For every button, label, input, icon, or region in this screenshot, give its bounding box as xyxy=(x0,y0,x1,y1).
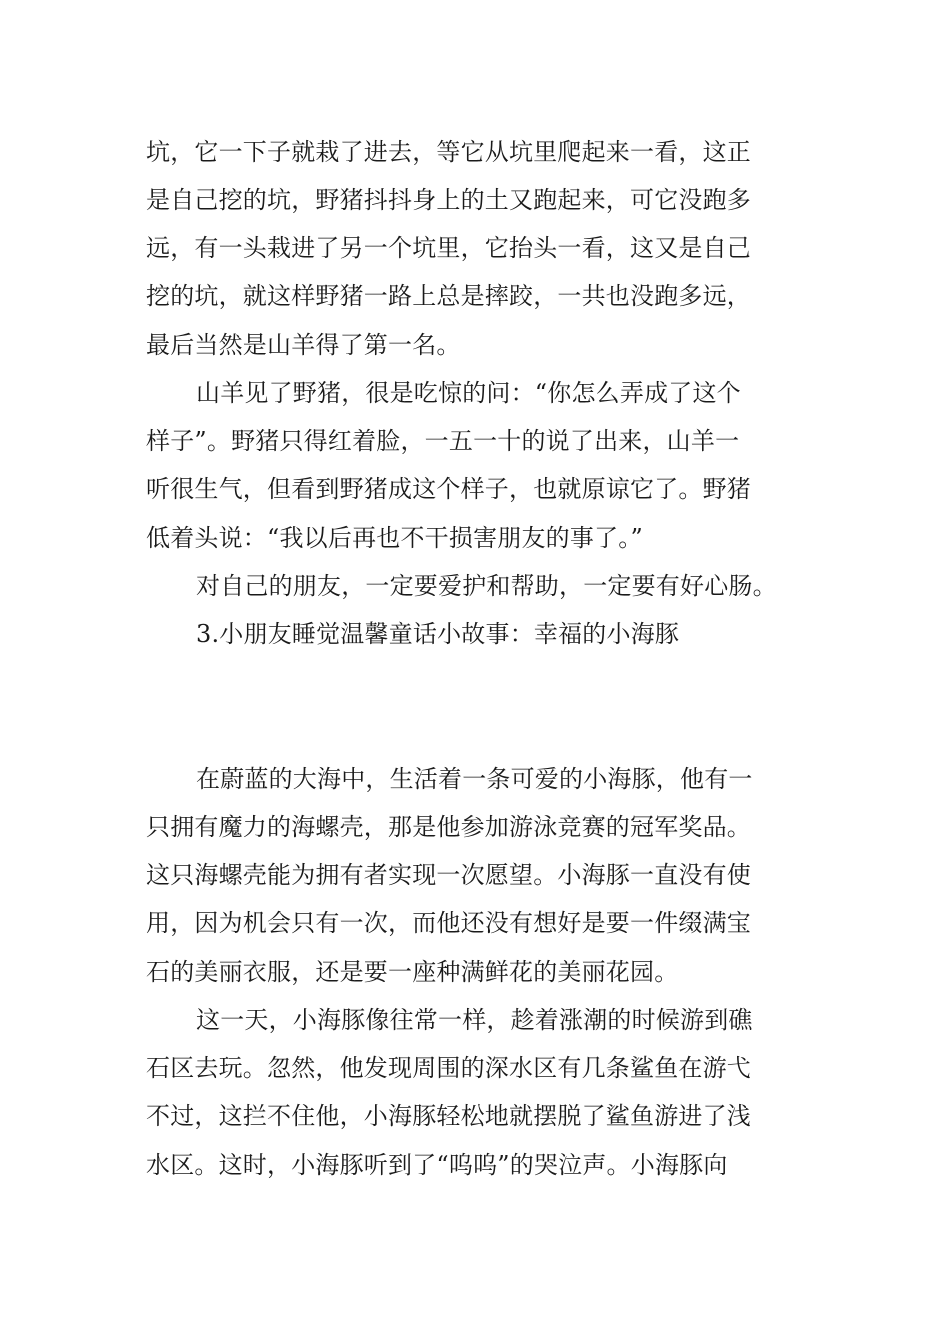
text-line: 水区。这时，小海豚听到了“呜呜”的哭泣声。小海豚向 xyxy=(146,1151,728,1179)
text-line: 石区去玩。忽然，他发现周围的深水区有几条鲨鱼在游弋 xyxy=(146,1054,751,1082)
text-line: 用，因为机会只有一次，而他还没有想好是要一件缀满宝 xyxy=(146,909,751,937)
paragraph-start-line: 这一天，小海豚像往常一样，趁着涨潮的时候游到礁 xyxy=(196,1006,753,1034)
text-line: 不过，这拦不住他，小海豚轻松地就摆脱了鲨鱼游进了浅 xyxy=(146,1102,751,1130)
text-line: 样子”。野猪只得红着脸，一五一十的说了出来，山羊一 xyxy=(146,427,740,455)
text-line: 是自己挖的坑，野猪抖抖身上的土又跑起来，可它没跑多 xyxy=(146,186,751,214)
paragraph-start-line: 在蔚蓝的大海中，生活着一条可爱的小海豚，他有一 xyxy=(196,765,753,793)
text-line: 最后当然是山羊得了第一名。 xyxy=(146,331,461,359)
section-heading: 3.小朋友睡觉温馨童话小故事：幸福的小海豚 xyxy=(196,620,680,648)
text-line: 石的美丽衣服，还是要一座种满鲜花的美丽花园。 xyxy=(146,958,679,986)
paragraph-start-line: 山羊见了野猪，很是吃惊的问：“你怎么弄成了这个 xyxy=(196,379,741,407)
text-line: 低着头说：“我以后再也不干损害朋友的事了。” xyxy=(146,524,643,552)
text-line: 挖的坑，就这样野猪一路上总是摔跤，一共也没跑多远， xyxy=(146,282,751,310)
paragraph-line: 对自己的朋友，一定要爱护和帮助，一定要有好心肠。 xyxy=(196,572,777,600)
text-line: 只拥有魔力的海螺壳，那是他参加游泳竞赛的冠军奖品。 xyxy=(146,813,751,841)
text-line: 听很生气，但看到野猪成这个样子，也就原谅它了。野猪 xyxy=(146,475,751,503)
text-line: 远，有一头栽进了另一个坑里，它抬头一看，这又是自己 xyxy=(146,234,751,262)
text-line: 这只海螺壳能为拥有者实现一次愿望。小海豚一直没有使 xyxy=(146,861,751,889)
text-line: 坑，它一下子就栽了进去，等它从坑里爬起来一看，这正 xyxy=(146,138,751,166)
